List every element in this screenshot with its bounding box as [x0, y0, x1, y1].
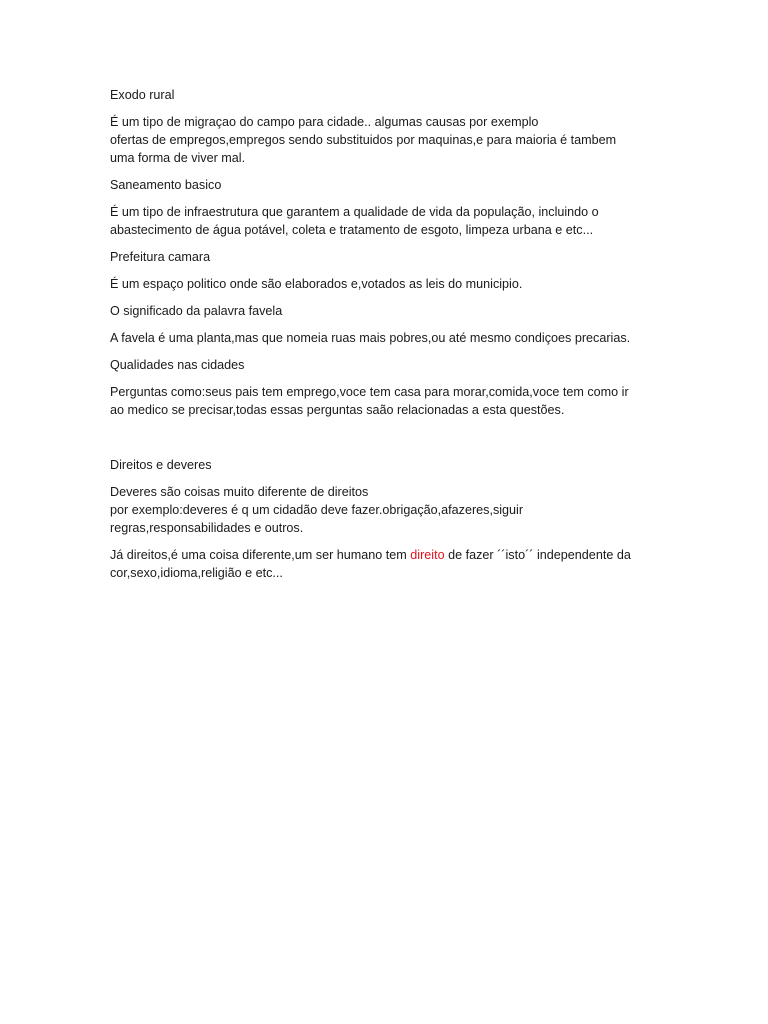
paragraph-line — [110, 546, 670, 564]
section-heading-direitos — [110, 456, 670, 474]
text-run: de fazer ´´isto´´ independente da — [444, 548, 631, 562]
document-page — [110, 86, 670, 591]
heading-text: Exodo rural — [110, 88, 175, 102]
paragraph-line: por exemplo:deveres é q um cidadão deve fazer.obrigação,afazeres,siguir — [110, 503, 524, 517]
section-heading-exodo-rural — [110, 86, 670, 104]
paragraph-line: regras,responsabilidades e outros. — [110, 521, 304, 535]
paragraph-line: uma forma de viver mal. — [110, 151, 246, 165]
paragraph-line: ofertas de empregos,empregos sendo substituidos por maquinas,e para maioria é tambem — [110, 133, 617, 147]
heading-text: O significado da palavra favela — [110, 304, 283, 318]
paragraph-qualidades — [110, 383, 670, 419]
section-heading-favela — [110, 302, 670, 320]
highlighted-word: direito — [410, 548, 445, 562]
paragraph-favela — [110, 329, 670, 347]
paragraph-line: A favela é uma planta,mas que nomeia ruas mais pobres,ou até mesmo condiçoes precarias. — [110, 331, 631, 345]
paragraph-deveres — [110, 483, 670, 537]
section-heading-qualidades — [110, 356, 670, 374]
paragraph-line: abastecimento de água potável, coleta e tratamento de esgoto, limpeza urbana e etc... — [110, 223, 594, 237]
paragraph-prefeitura — [110, 275, 670, 293]
paragraph-line: ao medico se precisar,todas essas perguntas saão relacionadas a esta questões. — [110, 403, 565, 417]
paragraph-line: cor,sexo,idioma,religião e etc... — [110, 566, 283, 580]
section-heading-saneamento — [110, 176, 670, 194]
heading-text: Saneamento basico — [110, 178, 222, 192]
paragraph-line: É um tipo de migraçao do campo para cidade.. algumas causas por exemplo — [110, 115, 539, 129]
paragraph-exodo-rural — [110, 113, 670, 167]
paragraph-line: Perguntas como:seus pais tem emprego,voce tem casa para morar,comida,voce tem como ir — [110, 385, 629, 399]
paragraph-line: Deveres são coisas muito diferente de direitos — [110, 485, 369, 499]
blank-space — [110, 428, 670, 456]
text-run: Já direitos,é uma coisa diferente,um ser humano tem — [110, 548, 411, 562]
paragraph-line: É um tipo de infraestrutura que garantem a qualidade de vida da população, incluindo o — [110, 205, 599, 219]
paragraph-line: É um espaço politico onde são elaborados e,votados as leis do municipio. — [110, 277, 523, 291]
heading-text: Prefeitura camara — [110, 250, 211, 264]
paragraph-saneamento — [110, 203, 670, 239]
heading-text: Qualidades nas cidades — [110, 358, 245, 372]
section-heading-prefeitura — [110, 248, 670, 266]
heading-text: Direitos e deveres — [110, 458, 212, 472]
paragraph-direitos — [110, 546, 670, 582]
